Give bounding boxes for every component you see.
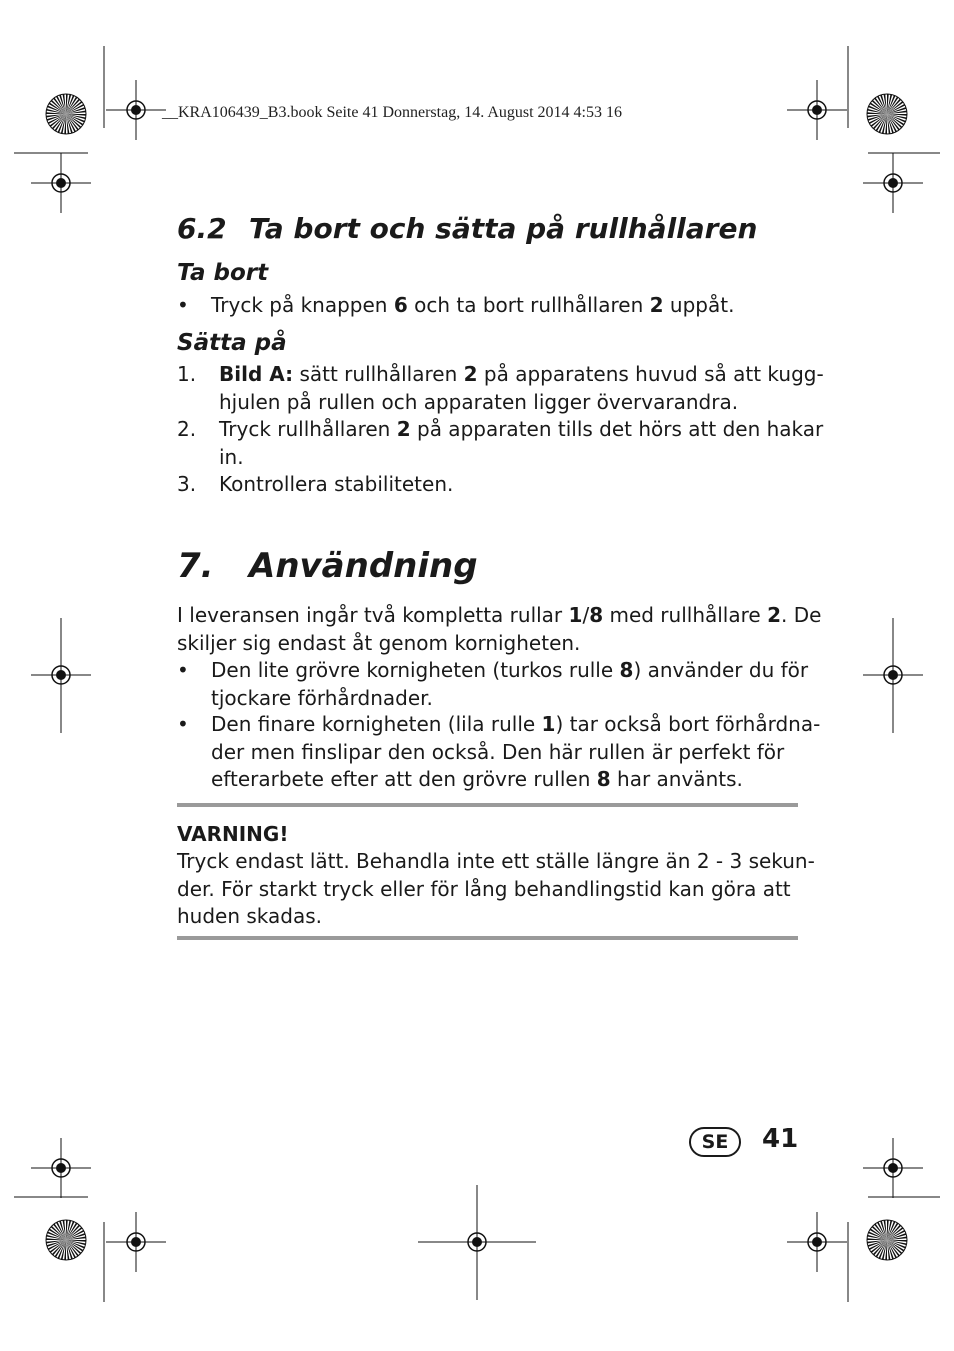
list-item: [177, 657, 809, 713]
list-item-text: Tryck på knappen 6 och ta bort rullhållaren 2 uppåt.: [211, 293, 735, 317]
registration-dot: [812, 1237, 822, 1247]
list-item-text: Kontrollera stabiliteten.: [219, 472, 454, 496]
step-number: 1.: [177, 362, 197, 386]
list-item-text-line3: efterarbete efter att den grövre rullen 8 har använts.: [211, 767, 743, 791]
list-item-text: Bild A: sätt rullhållaren 2 på apparatens huvud så att kugg-: [219, 362, 824, 386]
bullet-marker: •: [177, 293, 189, 317]
paragraph-line: I leveransen ingår två kompletta rullar 1/8 med rullhållare 2. De: [177, 603, 822, 627]
list-item-text: Tryck rullhållaren 2 på apparaten tills det hörs att den hakar: [219, 417, 824, 441]
registration-dot: [56, 178, 66, 188]
warning-line: Tryck endast lätt. Behandla inte ett ställe längre än 2 - 3 sekun-: [177, 849, 815, 873]
list-item-text-line2: in.: [219, 445, 244, 469]
subheading-attach: Sätta på: [177, 330, 287, 356]
section-number: 7.: [177, 546, 214, 586]
registration-dot: [888, 178, 898, 188]
paragraph-line: skiljer sig endast åt genom kornigheten.: [177, 631, 581, 655]
list-item-text: Den finare kornigheten (lila rulle 1) tar också bort förhårdna-: [211, 712, 821, 736]
warning-title: VARNING!: [177, 822, 289, 846]
section-7-heading: [177, 546, 478, 586]
list-item-text-line2: tjockare förhårdnader.: [211, 686, 433, 710]
registration-dot: [131, 1237, 141, 1247]
page-number: 41: [762, 1124, 799, 1154]
warning-text: [177, 848, 815, 932]
list-item-text-line2: der men finslipar den också. Den här rullen är perfekt för: [211, 740, 785, 764]
list-item: [177, 416, 824, 472]
step-number: 3.: [177, 472, 197, 496]
intro-paragraph: [177, 602, 822, 658]
list-item: [177, 361, 824, 417]
subheading-remove: Ta bort: [177, 260, 269, 286]
warning-line: huden skadas.: [177, 904, 323, 928]
list-item-text-line2: hjulen på rullen och apparaten ligger övervarandra.: [219, 390, 739, 414]
step-number: 2.: [177, 417, 197, 441]
list-item-text: Den lite grövre kornigheten (turkos rulle 8) använder du för: [211, 658, 809, 682]
warning-line: der. För starkt tryck eller för lång behandlingstid kan göra att: [177, 877, 791, 901]
section-6-2-heading: [177, 212, 757, 245]
registration-dot: [888, 1163, 898, 1173]
list-item: [177, 292, 798, 320]
warning-top-rule: [177, 803, 798, 807]
registration-dot: [812, 105, 822, 115]
list-item: [177, 471, 798, 499]
warning-bottom-rule: [177, 936, 798, 940]
bullet-marker: •: [177, 658, 189, 682]
bullet-marker: •: [177, 712, 189, 736]
section-title: Användning: [249, 546, 478, 586]
language-badge: SE: [689, 1127, 741, 1157]
list-item: [177, 711, 821, 795]
section-number: 6.2: [177, 212, 227, 245]
print-header: __KRA106439_B3.book Seite 41 Donnerstag, 14. August 2014 4:53 16: [162, 104, 622, 121]
section-title: Ta bort och sätta på rullhållaren: [249, 212, 758, 245]
registration-dot: [131, 105, 141, 115]
registration-dot: [56, 1163, 66, 1173]
